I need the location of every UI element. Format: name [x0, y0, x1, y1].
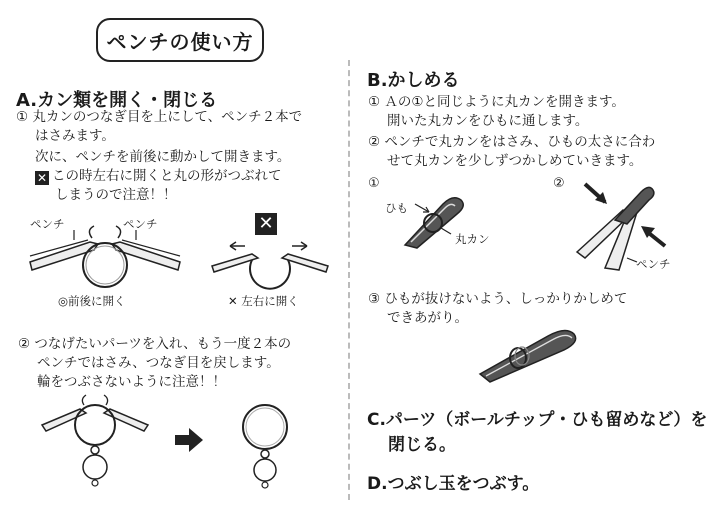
- b-step1-line2: 開いた丸カンをひもに通します。: [387, 113, 589, 129]
- a-step1-line2: はさみます。: [35, 128, 115, 144]
- a-step1-line3: 次に、ペンチを前後に動かして開きます。: [35, 149, 291, 165]
- bad-x-icon: ✕: [255, 213, 277, 235]
- section-c-line1: C.パーツ（ボールチップ・ひも留めなど）を: [367, 410, 708, 430]
- cord-label: ひも: [385, 201, 408, 215]
- pliers-label-right: ペンチ: [123, 217, 158, 231]
- a-step2-line2: ペンチではさみ、つなぎ目を戻します。: [37, 355, 280, 371]
- section-c-line2: 閉じる。: [388, 435, 456, 455]
- pliers-label-b2: ペンチ: [636, 257, 671, 271]
- b-step2-line1: ② ペンチで丸カンをはさみ、ひもの太さに合わ: [368, 134, 656, 150]
- column-divider: [348, 60, 350, 500]
- pliers-label-left: ペンチ: [30, 217, 65, 231]
- b-step1-line1: ① Ａの①と同じように丸カンを開きます。: [368, 94, 625, 110]
- a-step1-warn1: この時左右に開くと丸の形がつぶれて: [52, 168, 282, 184]
- ring-label: 丸カン: [455, 232, 490, 246]
- a-step1-warning: [35, 167, 282, 186]
- b-step3-line1: ③ ひもが抜けないよう、しっかりかしめて: [368, 291, 628, 307]
- section-a-heading: A.カン類を開く・閉じる: [16, 90, 218, 111]
- pliers-open-left-right-figure: [210, 238, 330, 293]
- pliers-close-ring-figure: [40, 395, 150, 490]
- b-step2-line2: せて丸カンを少しずつかしめていきます。: [387, 153, 643, 169]
- fig-b1-number: ①: [368, 176, 380, 191]
- next-arrow-icon: [175, 428, 203, 452]
- bad-caption: ✕ 左右に開く: [228, 294, 299, 308]
- closed-ring-with-bead-figure: [235, 402, 295, 492]
- section-d-heading: D.つぶし玉をつぶす。: [367, 474, 540, 494]
- a-step1-warn2: しまうので注意！！: [55, 187, 177, 203]
- a-step2-line3: 輪をつぶさないように注意！！: [37, 374, 226, 390]
- a-step2-line1: ② つなげたいパーツを入れ、もう一度２本の: [18, 336, 292, 352]
- finished-crimp-figure: [478, 318, 588, 384]
- fig-b2-number: ②: [553, 176, 565, 191]
- warning-x-icon: ✕: [36, 171, 48, 185]
- a-step1-line1: ① 丸カンのつなぎ目を上にして、ペンチ２本で: [16, 109, 303, 125]
- page-title-text: ペンチの使い方: [106, 29, 254, 54]
- good-caption: ◎前後に開く: [58, 294, 126, 308]
- b-step3-line2: できあがり。: [387, 310, 468, 326]
- section-b-heading: B.かしめる: [367, 70, 460, 91]
- page-title: [96, 18, 264, 62]
